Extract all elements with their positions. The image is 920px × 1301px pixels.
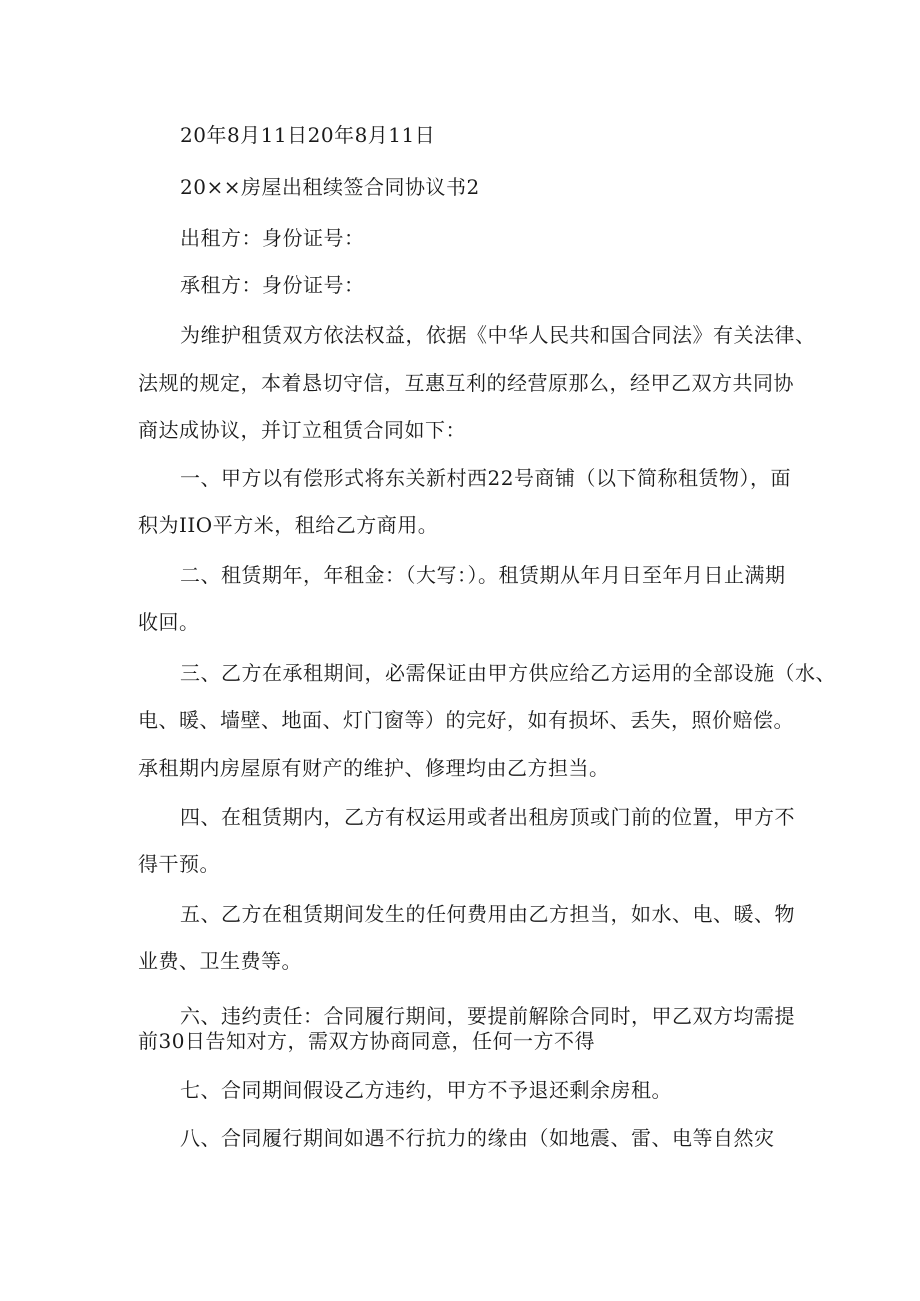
clause-2-line-1: 二、租赁期年，年租金：（大写：）。租赁期从年月日至年月日止满期 [180, 563, 786, 587]
intro-line-2: 法规的规定，本着恳切守信，互惠互利的经营原那么，经甲乙双方共同协 [138, 371, 794, 395]
clause-6-line-1: 六、违约责任：合同履行期间，要提前解除合同时，甲乙双方均需提 [180, 1004, 795, 1028]
clause-3-line-1: 三、乙方在承租期间，必需保证由甲方供应给乙方运用的全部设施（水、 [180, 661, 836, 685]
document-title: 20××房屋出租续签合同协议书2 [180, 175, 480, 199]
date-line: 20年8月11日20年8月11日 [180, 123, 436, 147]
clause-3-line-2: 电、暖、墙壁、地面、灯门窗等）的完好，如有损坏、丢失，照价赔偿。 [138, 708, 794, 732]
clause-5-line-2: 业费、卫生费等。 [138, 949, 302, 973]
clause-7-line: 七、合同期间假设乙方违约，甲方不予退还剩余房租。 [180, 1078, 672, 1102]
lessee-line: 承租方：身份证号： [180, 273, 365, 297]
intro-line-1: 为维护租赁双方依法权益，依据《中华人民共和国合同法》有关法律、 [180, 323, 816, 347]
intro-line-3: 商达成协议，并订立租赁合同如下： [138, 418, 466, 442]
clause-5-line-1: 五、乙方在租赁期间发生的任何费用由乙方担当，如水、电、暖、物 [180, 902, 795, 926]
clause-4-line-1: 四、在租赁期内，乙方有权运用或者出租房顶或门前的位置，甲方不 [180, 805, 795, 829]
clause-2-line-2: 收回。 [138, 610, 200, 634]
clause-1-line-2: 积为IIO平方米，租给乙方商用。 [138, 513, 439, 537]
clause-8-line: 八、合同履行期间如遇不行抗力的缘由（如地震、雷、电等自然灾 [180, 1126, 775, 1150]
clause-4-line-2: 得干预。 [138, 852, 220, 876]
clause-1-line-1: 一、甲方以有偿形式将东关新村西22号商铺（以下简称租赁物），面 [180, 466, 791, 490]
clause-6-line-2: 前30日告知对方，需双方协商同意，任何一方不得 [138, 1029, 595, 1053]
clause-3-line-3: 承租期内房屋原有财产的维护、修理均由乙方担当。 [138, 756, 610, 780]
lessor-line: 出租方：身份证号： [180, 226, 365, 250]
